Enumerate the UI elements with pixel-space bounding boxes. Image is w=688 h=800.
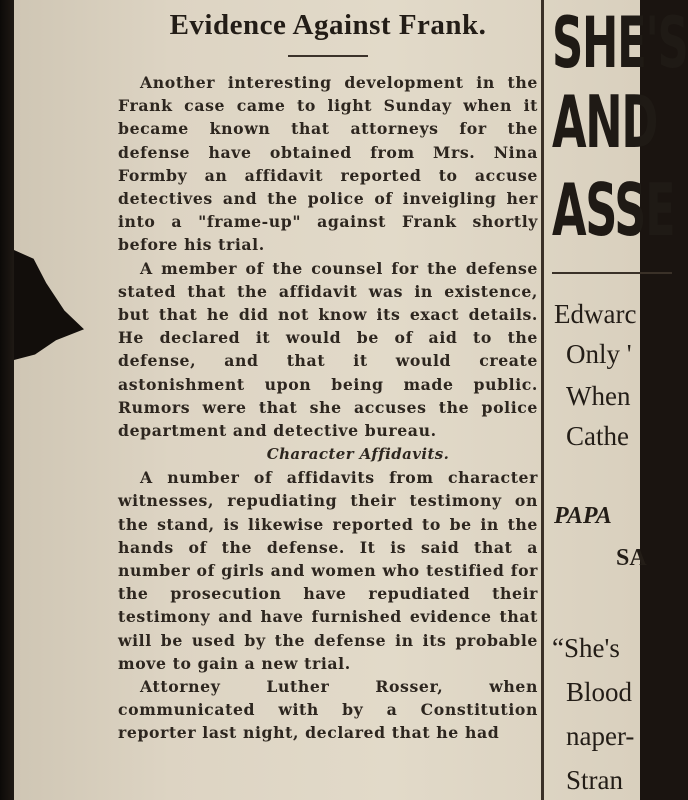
article-column	[118, 0, 538, 745]
adjacent-subhead-line: Edwarc	[554, 299, 637, 329]
adjacent-headline-line: SHE'S	[552, 2, 688, 84]
adjacent-subhead-line: When	[566, 381, 631, 411]
adjacent-separator	[552, 272, 672, 274]
adjacent-subhead-line: Cathe	[566, 421, 629, 451]
column-rule	[541, 0, 544, 800]
article-paragraph: Another interesting development in the Frank case came to light Sunday when it became known that attorneys for the defense have obtained from Mrs. Nina Formby an affidavit reported to accuse detectives and the police of inveigling her into a "frame-up" against Frank shortly before his trial.	[118, 73, 538, 255]
newspaper-page	[14, 0, 688, 800]
adjacent-quote-line: Blood	[566, 677, 633, 707]
adjacent-headline-line: ASSE	[552, 168, 675, 252]
article-subhead: Character Affidavits.	[266, 445, 450, 464]
article-paragraph: Attorney Luther Rosser, when communicated with by a Constitution reporter last night, declared that he had	[118, 677, 538, 743]
adjacent-deck-line: SA	[616, 545, 647, 571]
adjacent-quote-line: Stran	[566, 765, 623, 795]
adjacent-deck-line: PAPA	[554, 503, 612, 529]
adjacent-headline-line: AND	[552, 80, 658, 164]
headline-rule	[288, 55, 368, 57]
torn-edge	[14, 250, 84, 360]
adjacent-quote-line: naper-	[566, 721, 635, 751]
article-paragraph: A member of the counsel for the defense stated that the affidavit was in existence, but that he did not know its exact details. He declared it would be of aid to the defense, and that it would create astonishment upon being made public. Rumors were that she accuses the police department and detective bureau.	[118, 258, 538, 441]
adjacent-column	[548, 0, 688, 800]
article-paragraph: A number of affidavits from character witnesses, repudiating their testimony on the stand, is likewise reported to be in the hands of the defense. It is said that a number of girls and women who testified for the prosecution have repudiated their testimony and have furnished evidence that will be used by the defense in its probable move to gain a new trial.	[118, 468, 538, 673]
article-body	[118, 71, 538, 745]
adjacent-subhead-line: Only '	[566, 339, 632, 369]
article-headline: Evidence Against Frank.	[169, 9, 487, 41]
adjacent-quote-line: “She's	[552, 633, 620, 663]
